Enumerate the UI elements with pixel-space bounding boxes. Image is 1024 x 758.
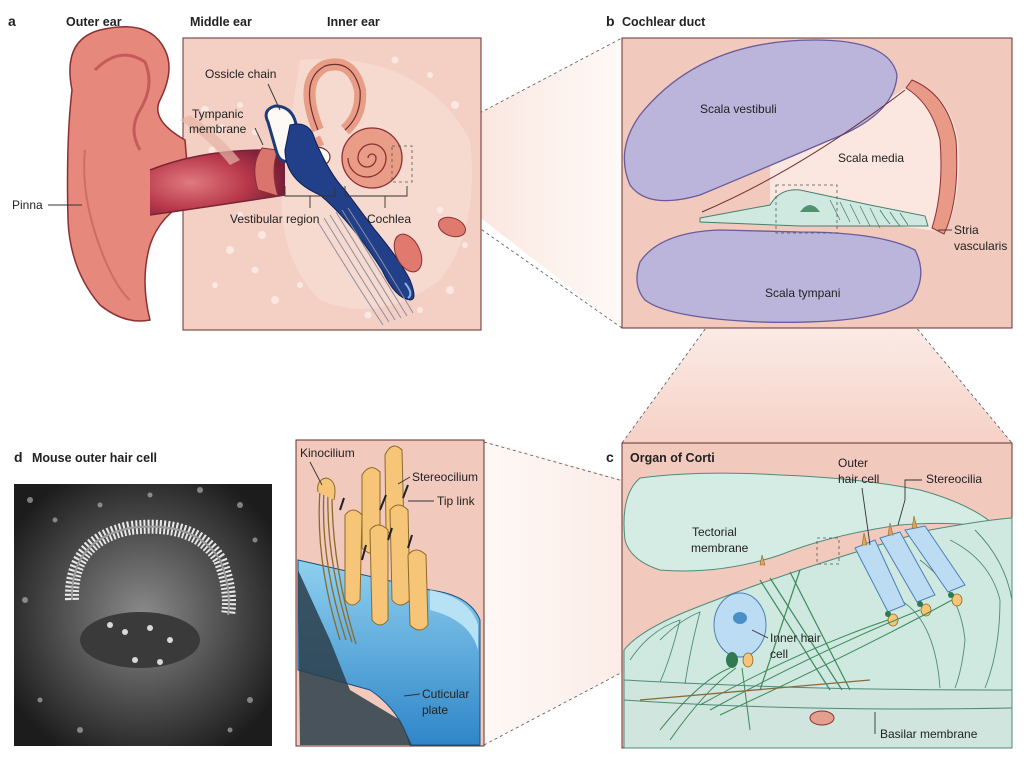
label-scala-vestibuli: Scala vestibuli (700, 102, 777, 116)
scala-tympani-shape (637, 230, 921, 322)
label-cuticular-line1: Cuticular (422, 687, 470, 701)
label-pinna: Pinna (12, 198, 43, 212)
label-vestibular-region: Vestibular region (230, 212, 320, 226)
label-tympanic-line1: Tympanic (192, 107, 244, 121)
panel-b-letter: b (606, 13, 615, 29)
label-outer-line1: Outer (838, 456, 869, 470)
label-tympanic-line2: membrane (189, 122, 247, 136)
header-outer-ear: Outer ear (66, 15, 122, 29)
inner-hair-cell-shape (714, 593, 766, 657)
panel-d-title: Mouse outer hair cell (32, 451, 158, 465)
panel-d-sem-image (14, 484, 272, 746)
label-scala-media: Scala media (838, 151, 905, 165)
panel-c-organ-of-corti-drawing (622, 443, 1012, 748)
panel-c-title: Organ of Corti (630, 451, 715, 465)
label-ossicle-chain: Ossicle chain (205, 67, 277, 81)
panel-b-title: Cochlear duct (622, 15, 706, 29)
label-stria-line2: vascularis (954, 239, 1008, 253)
cochlea-shape (342, 128, 402, 188)
label-stereocilia: Stereocilia (926, 472, 983, 486)
label-outer-line2: hair cell (838, 472, 880, 486)
panel-a-letter: a (8, 13, 16, 29)
label-cuticular-line2: plate (422, 703, 449, 717)
label-stereocilium: Stereocilium (412, 470, 479, 484)
panel-b-cochlear-duct-drawing (622, 38, 1012, 328)
label-kinocilium: Kinocilium (300, 446, 355, 460)
label-stria-line1: Stria (954, 223, 979, 237)
panel-c-letter: c (606, 449, 614, 465)
label-tip-link: Tip link (437, 494, 475, 508)
label-tectorial-line1: Tectorial (692, 525, 737, 539)
label-tectorial-line2: membrane (691, 541, 749, 555)
label-inner-line2: cell (770, 647, 789, 661)
header-middle-ear: Middle ear (190, 15, 252, 29)
label-cochlea: Cochlea (367, 212, 412, 226)
label-basilar-membrane: Basilar membrane (880, 727, 978, 741)
panel-d-letter: d (14, 449, 23, 465)
label-inner-line1: Inner hair (770, 631, 821, 645)
label-scala-tympani: Scala tympani (765, 286, 841, 300)
header-inner-ear: Inner ear (327, 15, 380, 29)
